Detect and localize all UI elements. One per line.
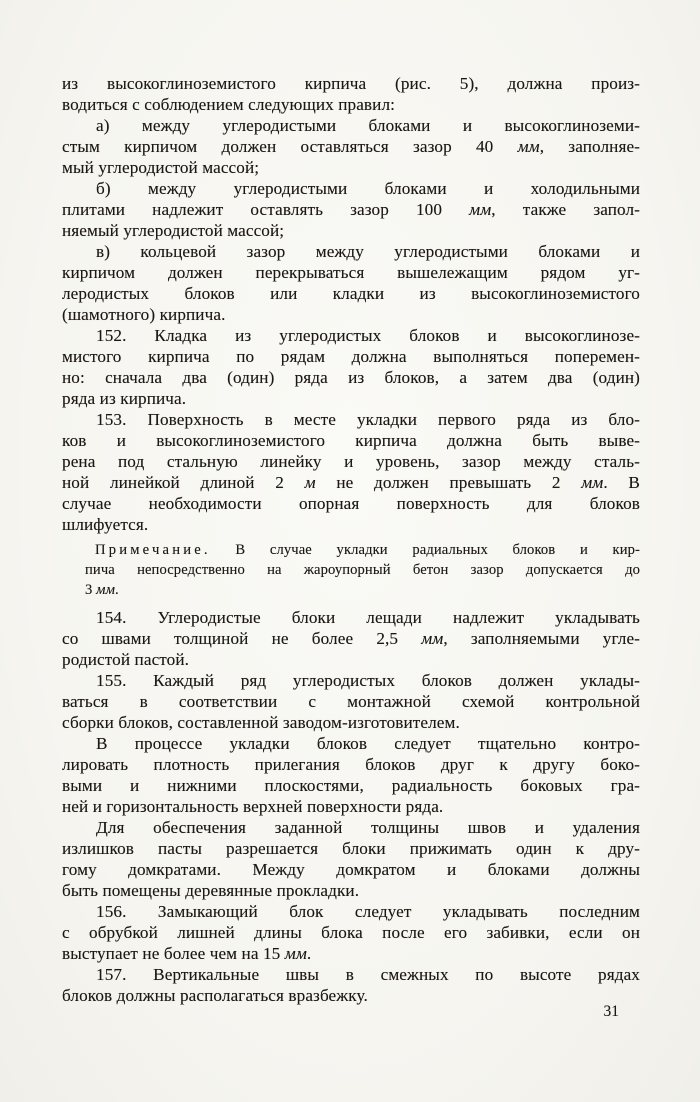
- letterspaced-heading: Примечание.: [95, 542, 211, 558]
- text-line: быть помещены деревянные прокладки.: [62, 881, 360, 900]
- text-line: 155. Каждый ряд углеродистых блоков должен уклады-: [96, 671, 640, 690]
- text-line: ваться в соответствии с монтажной схемой контрольной: [62, 692, 640, 711]
- text-line: со швами толщиной не более 2,5 мм, заполняемыми угле-: [62, 629, 640, 648]
- text-line: мистого кирпича по рядам должна выполняться поперемен-: [62, 347, 640, 366]
- text-line: выми и нижними плоскостями, радиальность боковых гра-: [62, 776, 640, 795]
- body-paragraph: [62, 670, 640, 733]
- body-paragraph: [62, 901, 640, 964]
- text-line: (шамотного) кирпича.: [62, 305, 226, 324]
- text-line: няемый углеродистой массой;: [62, 221, 285, 240]
- unit-italic: мм: [96, 582, 115, 598]
- body-paragraph: [62, 73, 640, 115]
- text-line: ней и горизонтальность верхней поверхности ряда.: [62, 797, 444, 816]
- text-line: плитами надлежит оставлять зазор 100 мм, также запол-: [62, 200, 640, 219]
- text-line: б) между углеродистыми блоками и холодильными: [96, 179, 640, 198]
- text-line: 153. Поверхность в месте укладки первого ряда из бло-: [96, 410, 640, 429]
- text-line: ной линейкой длиной 2 м не должен превышать 2 мм. В: [62, 473, 640, 492]
- text-line: выступает не более чем на 15 мм.: [62, 944, 312, 963]
- unit-italic: мм: [284, 944, 307, 963]
- text-line: в) кольцевой зазор между углеродистыми блоками и: [96, 242, 640, 261]
- text-line: Примечание. В случае укладки радиальных блоков и кир-: [95, 542, 640, 558]
- body-paragraph: [62, 964, 640, 1006]
- text-line: ряда из кирпича.: [62, 389, 187, 408]
- text-line: 3 мм.: [85, 582, 119, 598]
- text-line: водиться с соблюдением следующих правил:: [62, 95, 395, 114]
- text-line: 154. Углеродистые блоки лещади надлежит укладывать: [96, 608, 640, 627]
- text-line: 156. Замыкающий блок следует укладывать последним: [96, 902, 640, 921]
- unit-italic: мм: [517, 137, 540, 156]
- page-number: 31: [603, 1003, 619, 1020]
- body-paragraph: [62, 115, 640, 178]
- body-paragraph: [62, 178, 640, 241]
- body-paragraph: [62, 817, 640, 901]
- text-line: сборки блоков, составленной заводом-изготовителем.: [62, 713, 460, 732]
- body-paragraph: [62, 733, 640, 817]
- unit-italic: мм: [469, 200, 492, 219]
- text-line: Для обеспечения заданной толщины швов и удаления: [96, 818, 640, 837]
- text-line: излишков пасты разрешается блоки прижимать один к дру-: [62, 839, 640, 858]
- unit-italic: мм: [421, 629, 444, 648]
- text-line: лировать плотность прилегания блоков друг к другу боко-: [62, 755, 640, 774]
- body-paragraph: [62, 409, 640, 535]
- text-line: 157. Вертикальные швы в смежных по высоте рядах: [96, 965, 640, 984]
- text-line: рена под стальную линейку и уровень, зазор между сталь-: [62, 452, 640, 471]
- text-line: случае необходимости опорная поверхность для блоков: [62, 494, 640, 513]
- text-line: гому домкратами. Между домкратом и блоками должны: [62, 860, 640, 879]
- text-line: из высокоглиноземистого кирпича (рис. 5), должна произ-: [62, 74, 640, 93]
- body-paragraph: [62, 607, 640, 670]
- unit-italic: м: [304, 473, 316, 492]
- text-line: пича непосредственно на жароупорный бетон зазор допускается до: [85, 562, 640, 578]
- text-line: 152. Кладка из углеродистых блоков и высокоглинозе-: [96, 326, 640, 345]
- unit-italic: мм: [581, 473, 604, 492]
- text-line: стым кирпичом должен оставляться зазор 40 мм, заполняе-: [62, 137, 641, 156]
- note-paragraph: [85, 540, 640, 600]
- text-line: а) между углеродистыми блоками и высокоглиноземи-: [96, 116, 640, 135]
- text-line: кирпичом должен перекрываться вышележащим рядом уг-: [62, 263, 640, 282]
- text-line: шлифуется.: [62, 515, 149, 534]
- text-line: ков и высокоглиноземистого кирпича должна быть выве-: [62, 431, 640, 450]
- text-line: В процессе укладки блоков следует тщательно контро-: [96, 734, 640, 753]
- text-line: леродистых блоков или кладки из высокоглиноземистого: [62, 284, 640, 303]
- body-paragraph: [62, 241, 640, 325]
- text-block: [62, 73, 640, 1006]
- text-line: блоков должны располагаться вразбежку.: [62, 986, 368, 1005]
- text-line: родистой пастой.: [62, 650, 190, 669]
- body-paragraph: [62, 325, 640, 409]
- text-line: но: сначала два (один) ряда из блоков, а затем два (один): [62, 368, 640, 387]
- text-line: с обрубкой лишней длины блока после его забивки, если он: [62, 923, 640, 942]
- text-line: мый углеродистой массой;: [62, 158, 260, 177]
